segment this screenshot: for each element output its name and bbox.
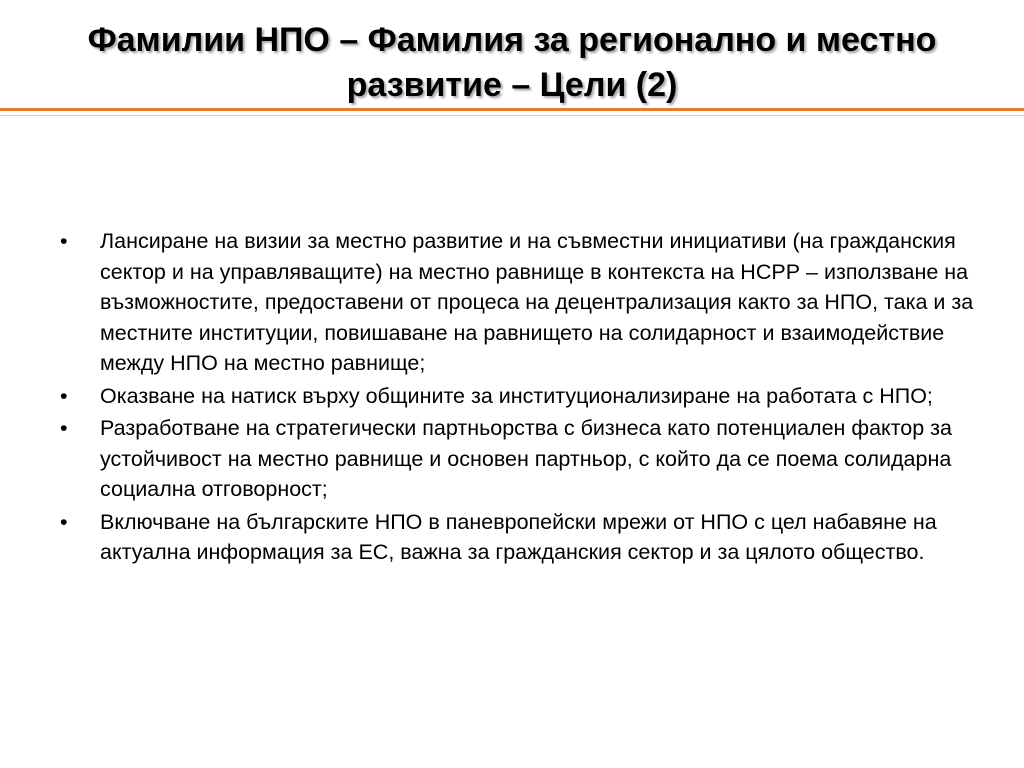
bullet-text: Лансиране на визии за местно развитие и на съвместни инициативи (на гражданския сектор и на управляващите) на местно равнище в контекста на НСРР – използване на възможностите, предоставени от процеса на децентрализация както за НПО, така и за местните институции, повишаване на равнището на солидарност и взаимодействие между НПО на местно равнище; [100,229,974,375]
slide-title-line-2: развитие – Цели (2) [346,66,678,104]
title-divider-thin [0,115,1024,116]
bullet-dot-icon: • [60,509,68,534]
bullet-item [60,381,980,412]
bullet-dot-icon: • [60,229,68,253]
slide-title-line-1: Фамилии НПО – Фамилия за регионално и местно [87,21,937,59]
bullet-dot-icon: • [60,383,68,408]
bullet-text: Включване на българските НПО в паневропейски мрежи от НПО с цел набавяне на актуална информация за ЕС, важна за гражданския сектор и за цялото общество. [100,509,937,564]
bullet-item [60,413,980,505]
bullet-item [60,226,980,379]
bullet-dot-icon: • [60,416,68,440]
bullet-text: Оказване на натиск върху общините за институционализиране на работата с НПО; [100,383,933,408]
bullet-list [60,226,980,570]
bullet-item [60,507,980,568]
bullet-text: Разработване на стратегически партньорства с бизнеса като потенциален фактор за устойчивост на местно равнище и основен партньор, с който да се поема солидарна социална отговорност; [100,416,953,501]
title-divider-accent [0,108,1024,111]
slide-title [40,18,984,108]
